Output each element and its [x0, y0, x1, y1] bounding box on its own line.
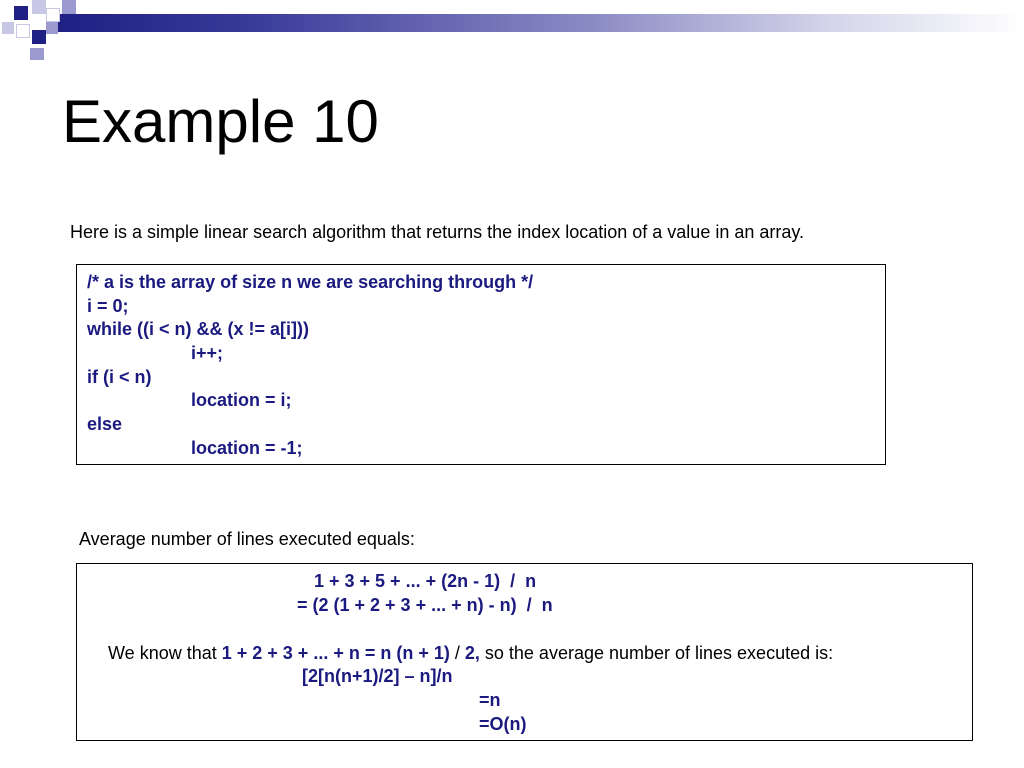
decor-square — [30, 48, 44, 60]
slide-title: Example 10 — [62, 88, 379, 155]
decor-square — [46, 8, 60, 22]
math-line-3-suffix: so the average number of lines executed is: — [479, 642, 834, 663]
code-line: if (i < n) — [87, 366, 152, 387]
math-line-4: [2[n(n+1)/2] – n]/n — [302, 666, 453, 686]
decor-square — [2, 22, 14, 34]
math-line-3 — [88, 618, 833, 689]
math-line-6: =O(n) — [479, 714, 527, 734]
decor-square — [62, 0, 76, 14]
average-label: Average number of lines executed equals: — [79, 529, 415, 549]
decor-square — [46, 22, 58, 34]
decor-square — [14, 6, 28, 20]
math-line-3-slash: / — [449, 642, 465, 663]
code-line: i = 0; — [87, 295, 129, 316]
decor-square — [32, 0, 46, 14]
header-decoration — [0, 0, 1024, 34]
math-line-3-formula: 1 + 2 + 3 + ... + n = n (n + 1) — [221, 642, 450, 663]
header-gradient-bar — [56, 14, 1024, 32]
math-block — [76, 563, 973, 741]
math-line-5: =n — [479, 690, 501, 710]
math-line-3-prefix: We know that — [108, 642, 222, 663]
decor-square — [16, 24, 30, 38]
intro-text: Here is a simple linear search algorithm that returns the index location of a value in an array. — [70, 222, 805, 242]
code-block — [76, 264, 886, 465]
decor-square — [32, 30, 46, 44]
math-line-1: 1 + 3 + 5 + ... + (2n - 1) / n — [314, 571, 537, 591]
code-line: while ((i < n) && (x != a[i])) — [87, 319, 310, 340]
code-line: location = -1; — [191, 437, 303, 458]
code-line: else — [87, 414, 123, 435]
math-line-2: = (2 (1 + 2 + 3 + ... + n) - n) / n — [297, 595, 553, 615]
code-line: i++; — [191, 343, 224, 364]
code-line: /* a is the array of size n we are searching through */ — [87, 272, 534, 292]
math-line-3-two: 2, — [464, 642, 480, 663]
code-line: location = i; — [191, 390, 292, 411]
